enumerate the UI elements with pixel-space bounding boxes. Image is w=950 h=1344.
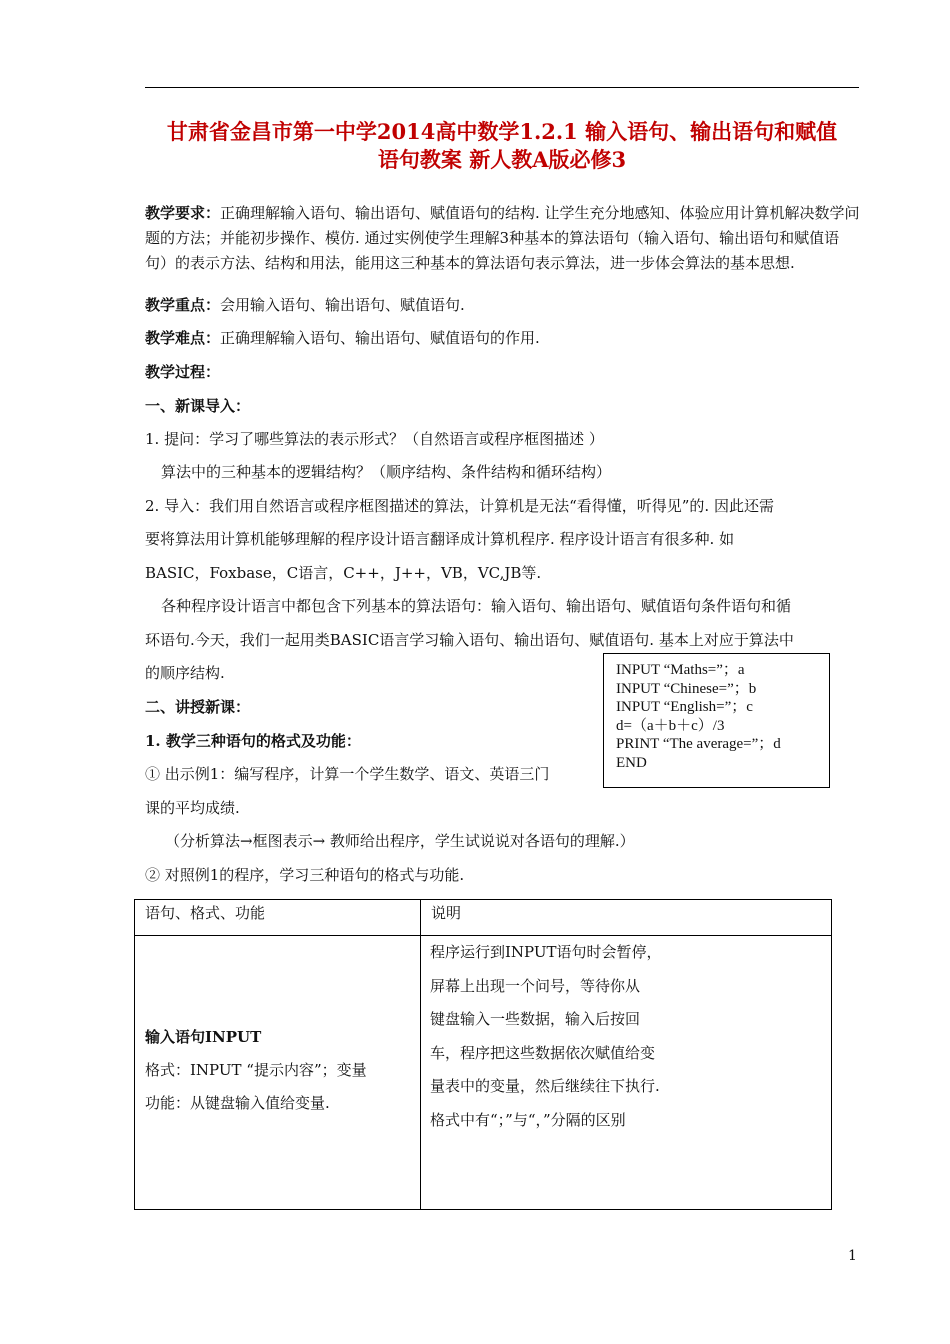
code-line: END — [616, 754, 647, 771]
requirements-text: 正确理解输入语句、输出语句、赋值语句的结构. 让学生充分地感知、体验应用计算机解决数学问题的方法；并能初步操作、模仿. 通过实例使学生理解3种基本的算法语句（输入语句、输出语句和赋值语句）的表示方法、结构和用法，能用这三种基本的算法语句表示算法，进一步体会算法的基本思想. — [145, 204, 860, 272]
code-line: INPUT “Maths=”；a — [616, 662, 745, 678]
document-title — [145, 118, 859, 174]
analysis-text: （分析算法→框图表示→ 教师给出程序，学生试说说对各语句的理解.） — [165, 832, 635, 850]
example-code-box — [603, 653, 830, 788]
section2-sub1: 1. 教学三种语句的格式及功能： — [145, 732, 361, 750]
difficulties-label: 教学难点： — [145, 329, 221, 347]
code-line: d=（a＋b＋c）/3 — [616, 717, 725, 734]
page-number: 1 — [848, 1248, 857, 1264]
explanation-line: 车，程序把这些数据依次赋值给变 — [430, 1043, 656, 1062]
section1-p3-line2: 环语句.今天，我们一起用类BASIC语言学习输入语句、输出语句、赋值语句. 基本上对应于算法中 — [145, 631, 794, 649]
section1-p3-line1: 各种程序设计语言中都包含下列基本的算法语句：输入语句、输出语句、赋值语句条件语句和循 — [161, 597, 792, 615]
title-line-2: 语句教案 新人教A版必修3 — [377, 147, 627, 172]
explanation-line: 屏幕上出现一个问号，等待你从 — [430, 976, 641, 995]
teaching-requirements — [145, 201, 861, 276]
title-line-1: 甘肃省金昌市第一中学2014高中数学1.2.1 输入语句、输出语句和赋值 — [166, 119, 838, 144]
example1-line1: ① 出示例1：编写程序，计算一个学生数学、语文、英语三门 — [145, 765, 550, 783]
section1-q2-line1: 2. 导入：我们用自然语言或程序框图描述的算法，计算机是无法“看得懂，听得见”的. 因此还需 — [145, 497, 774, 515]
table-header-cell: 说明 — [421, 900, 832, 936]
input-statement-title: 输入语句INPUT — [145, 1028, 262, 1046]
code-line: INPUT “English=”；c — [616, 699, 753, 716]
input-statement-format: 格式：INPUT “提示内容”；变量 — [145, 1061, 367, 1079]
explanation-line: 键盘输入一些数据，输入后按回 — [430, 1010, 641, 1028]
explanation-line: 程序运行到INPUT语句时会暂停， — [430, 943, 662, 961]
section1-question1b: 算法中的三种基本的逻辑结构？（顺序结构、条件结构和循环结构） — [161, 463, 612, 481]
example1-line2: 课的平均成绩. — [145, 799, 240, 817]
difficulties-text: 正确理解输入语句、输出语句、赋值语句的作用. — [220, 329, 540, 347]
table-cell-explanation — [421, 936, 832, 1210]
section1-question1: 1. 提问：学习了哪些算法的表示形式？（自然语言或程序框图描述 ） — [145, 430, 604, 448]
teaching-difficulties — [145, 327, 540, 349]
section2-heading: 二、讲授新课： — [145, 698, 251, 716]
section1-p3-line3: 的顺序结构. — [145, 664, 225, 682]
table-row — [135, 936, 832, 1210]
teaching-key-points — [145, 294, 465, 316]
key-points-label: 教学重点： — [145, 296, 221, 314]
statement-table — [134, 899, 832, 1210]
input-statement-function: 功能：从键盘输入值给变量. — [145, 1094, 330, 1112]
explanation-line: 量表中的变量，然后继续往下执行. — [430, 1077, 660, 1095]
table-header-cell: 语句、格式、功能 — [135, 900, 421, 936]
table-header-row — [135, 900, 832, 936]
table-cell-statement — [135, 936, 421, 1210]
section1-q2-line3: BASIC，Foxbase，C语言，C++，J++，VB，VC,JB等. — [145, 564, 542, 582]
code-line: INPUT “Chinese=”；b — [616, 680, 757, 697]
explanation-line: 格式中有“；”与“，”分隔的区别 — [430, 1110, 626, 1129]
header-rule — [145, 87, 859, 88]
example2-text: ② 对照例1的程序，学习三种语句的格式与功能. — [145, 866, 465, 884]
section1-heading: 一、新课导入： — [145, 397, 251, 415]
code-line: PRINT “The average=”；d — [616, 736, 781, 753]
section1-q2-line2: 要将算法用计算机能够理解的程序设计语言翻译成计算机程序. 程序设计语言有很多种. 如 — [145, 530, 735, 548]
process-heading: 教学过程： — [145, 363, 221, 381]
requirements-label: 教学要求： — [145, 204, 221, 222]
key-points-text: 会用输入语句、输出语句、赋值语句. — [220, 296, 465, 314]
